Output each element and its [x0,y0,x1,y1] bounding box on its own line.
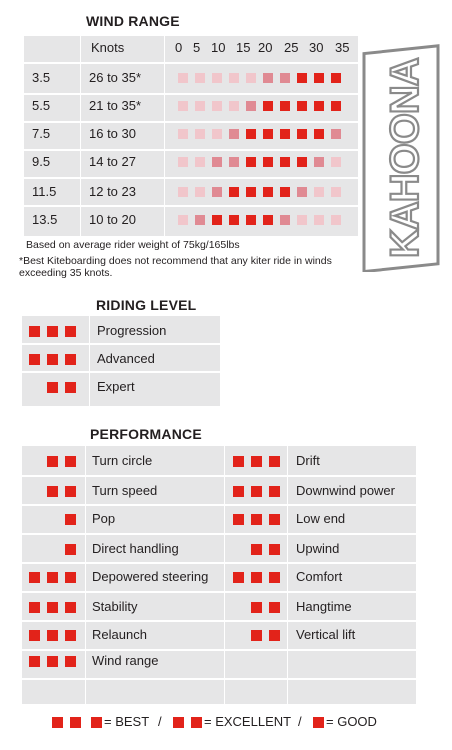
svg-text:KAHOONA: KAHOONA [383,58,427,258]
knots-scale-label: 30 [309,40,324,55]
kite-size: 3.5 [32,70,51,85]
riding-level-label: Progression [97,323,167,338]
wind-intensity-cell [212,215,222,225]
wind-intensity-cell [297,157,307,167]
rating-square [251,514,262,525]
wind-intensity-cell [331,129,341,139]
wind-intensity-cell [314,129,324,139]
knots-scale-label: 25 [284,40,299,55]
rating-square [65,326,76,337]
wind-intensity-cell [263,215,273,225]
wind-intensity-cell [229,157,239,167]
rating-square [47,572,58,583]
riding-level-label: Expert [97,379,135,394]
riding-level-label: Advanced [97,351,155,366]
riding-level-title: RIDING LEVEL [96,297,197,313]
performance-label: Wind range [92,653,159,668]
rating-square [47,486,58,497]
rating-square [65,544,76,555]
rating-square [29,602,40,613]
legend-excellent-label: = EXCELLENT [204,714,292,729]
wind-intensity-cell [195,73,205,83]
legend-separator: / [158,714,162,729]
knots-scale-label: 10 [211,40,226,55]
rating-square [269,486,280,497]
rating-square [65,630,76,641]
wind-intensity-cell [314,157,324,167]
wind-intensity-cell [314,101,324,111]
knots-scale-label: 5 [193,40,201,55]
wind-intensity-cell [280,101,290,111]
wind-intensity-cell [178,157,188,167]
wind-intensity-cell [280,157,290,167]
wind-intensity-cell [263,129,273,139]
legend-best-square [70,717,81,728]
rating-square [47,326,58,337]
wind-range-value: 14 to 27 [89,154,136,169]
rating-square [251,456,262,467]
kite-size: 5.5 [32,98,51,113]
performance-label: Vertical lift [296,627,356,642]
wind-intensity-cell [212,157,222,167]
legend-best-label: = BEST [104,714,150,729]
wind-intensity-cell [178,73,188,83]
wind-intensity-cell [212,73,222,83]
performance-label: Hangtime [296,599,352,614]
wind-intensity-cell [297,215,307,225]
wind-intensity-cell [246,157,256,167]
rating-square [251,602,262,613]
performance-label: Pop [92,511,116,526]
rating-square [269,572,280,583]
legend-good-square [313,717,324,728]
rating-square [29,656,40,667]
wind-range-table [24,36,358,236]
wind-range-value: 21 to 35* [89,98,142,113]
rating-square [47,656,58,667]
kahoona-logo [360,42,444,272]
wind-intensity-cell [178,129,188,139]
performance-label: Depowered steering [92,569,209,584]
wind-intensity-cell [229,101,239,111]
wind-intensity-cell [229,129,239,139]
wind-intensity-cell [280,73,290,83]
wind-intensity-cell [331,187,341,197]
wind-intensity-cell [297,73,307,83]
rating-square [269,544,280,555]
wind-intensity-cell [263,101,273,111]
wind-range-title: WIND RANGE [86,13,180,29]
wind-intensity-cell [195,187,205,197]
legend-best-square [91,717,102,728]
rating-square [47,354,58,365]
wind-intensity-cell [246,101,256,111]
rating-square [29,630,40,641]
wind-intensity-cell [195,101,205,111]
kite-size: 9.5 [32,154,51,169]
rating-square [29,354,40,365]
wind-intensity-cell [229,187,239,197]
rating-square [233,486,244,497]
wind-intensity-cell [178,215,188,225]
rating-square [65,572,76,583]
legend-best-square [52,717,63,728]
wind-intensity-cell [297,187,307,197]
wind-intensity-cell [314,73,324,83]
rating-square [29,572,40,583]
wind-intensity-cell [195,129,205,139]
kite-size: 7.5 [32,126,51,141]
wind-range-value: 10 to 20 [89,212,136,227]
wind-intensity-cell [331,101,341,111]
wind-intensity-cell [263,73,273,83]
wind-intensity-cell [195,157,205,167]
wind-intensity-cell [297,129,307,139]
wind-range-value: 16 to 30 [89,126,136,141]
rating-square [65,456,76,467]
performance-label: Drift [296,453,320,468]
rating-square [269,514,280,525]
performance-label: Relaunch [92,627,147,642]
rating-square [65,382,76,393]
wind-intensity-cell [297,101,307,111]
performance-label: Turn circle [92,453,153,468]
rating-square [269,630,280,641]
legend-separator: / [298,714,302,729]
performance-label: Stability [92,599,138,614]
knots-scale-label: 15 [236,40,251,55]
rating-square [47,602,58,613]
rating-square [233,456,244,467]
rating-square [47,630,58,641]
performance-label: Comfort [296,569,343,584]
rating-square [251,544,262,555]
safety-note: *Best Kiteboarding does not recommend that any kiter ride in winds exceeding 35 knots. [19,255,332,279]
rider-weight-note: Based on average rider weight of 75kg/165lbs [26,239,240,251]
rating-square [251,572,262,583]
wind-intensity-cell [212,187,222,197]
rating-square [65,354,76,365]
performance-label: Direct handling [92,541,179,556]
wind-range-value: 26 to 35* [89,70,142,85]
wind-intensity-cell [314,187,324,197]
legend-excellent-square [173,717,184,728]
wind-intensity-cell [331,215,341,225]
performance-label: Upwind [296,541,340,556]
wind-intensity-cell [314,215,324,225]
wind-intensity-cell [246,187,256,197]
wind-intensity-cell [229,73,239,83]
rating-square [269,456,280,467]
rating-square [65,656,76,667]
performance-label: Low end [296,511,346,526]
wind-intensity-cell [212,101,222,111]
wind-intensity-cell [178,187,188,197]
wind-intensity-cell [331,73,341,83]
rating-square [233,514,244,525]
rating-square [65,514,76,525]
performance-label: Downwind power [296,483,395,498]
rating-square [269,602,280,613]
wind-intensity-cell [263,157,273,167]
rating-square [251,486,262,497]
kite-size: 13.5 [32,212,58,227]
rating-square [233,572,244,583]
wind-intensity-cell [246,215,256,225]
knots-header: Knots [91,40,125,55]
wind-range-value: 12 to 23 [89,184,136,199]
kite-size: 11.5 [32,184,57,199]
knots-scale-label: 20 [258,40,273,55]
rating-square [251,630,262,641]
wind-intensity-cell [331,157,341,167]
wind-intensity-cell [280,187,290,197]
rating-square [29,326,40,337]
rating-square [65,486,76,497]
performance-label: Turn speed [92,483,158,498]
wind-intensity-cell [263,187,273,197]
wind-intensity-cell [178,101,188,111]
rating-square [47,456,58,467]
wind-intensity-cell [280,215,290,225]
knots-scale-label: 0 [175,40,183,55]
legend-excellent-square [191,717,202,728]
rating-square [65,602,76,613]
wind-intensity-cell [246,73,256,83]
wind-intensity-cell [212,129,222,139]
rating-square [47,382,58,393]
wind-intensity-cell [195,215,205,225]
wind-intensity-cell [246,129,256,139]
legend-good-label: = GOOD [326,714,377,729]
performance-title: PERFORMANCE [90,426,202,442]
knots-scale-label: 35 [335,40,350,55]
wind-intensity-cell [229,215,239,225]
wind-intensity-cell [280,129,290,139]
